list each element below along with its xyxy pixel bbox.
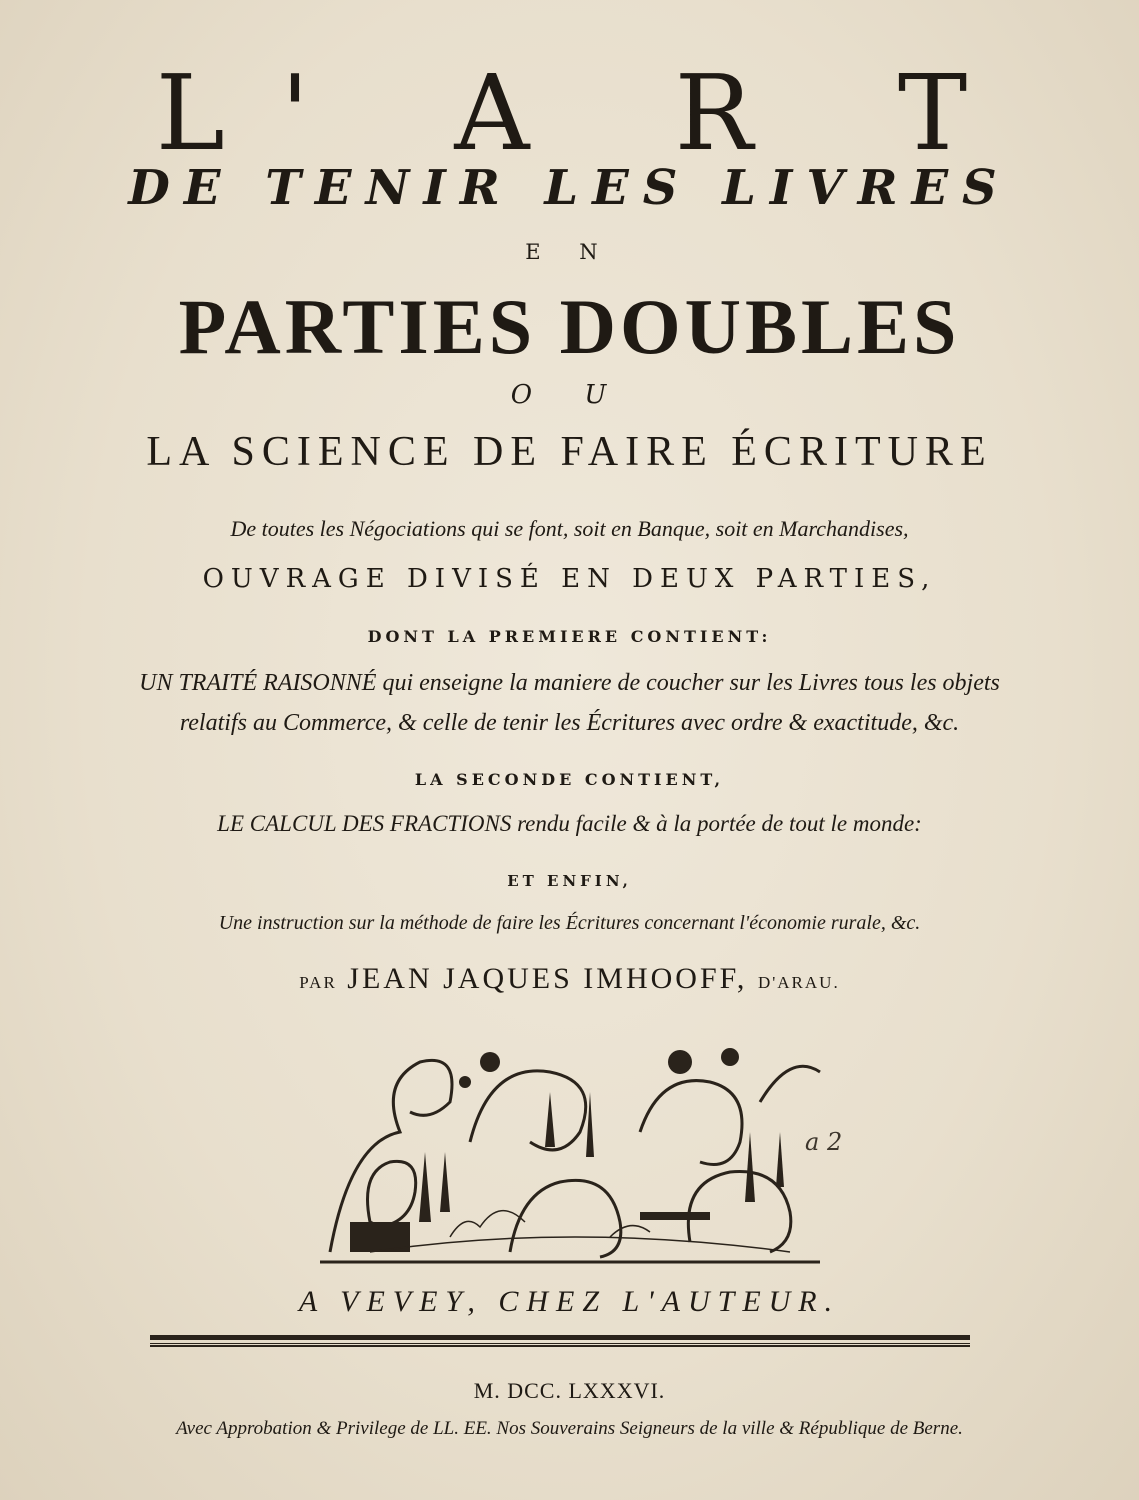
ornament-vignette-icon (310, 1022, 830, 1272)
author-name: JEAN JAQUES IMHOOFF, (347, 962, 748, 995)
subtitle-ouvrage: OUVRAGE DIVISÉ EN DEUX PARTIES, (202, 564, 937, 594)
title-en: E N (525, 240, 614, 264)
heading-premiere: DONT LA PREMIERE CONTIENT: (367, 627, 772, 646)
title-ou: O U (510, 380, 629, 410)
title-l-art: L' A R T (155, 52, 1024, 174)
traite-line-2: relatifs au Commerce, & celle de tenir les Écritures avec ordre & exactitude, &c. (179, 710, 960, 736)
divider-rule (150, 1335, 970, 1347)
approbation-line: Avec Approbation & Privilege de LL. EE. Nos Souverains Seigneurs de la ville & République de Berne. (176, 1418, 963, 1439)
title-la-science: LA SCIENCE DE FAIRE ÉCRITURE (146, 429, 993, 475)
author-par: PAR (299, 973, 337, 992)
heading-seconde: LA SECONDE CONTIENT, (414, 770, 725, 789)
title-parties-doubles: PARTIES DOUBLES (178, 283, 961, 370)
imprint: A VEVEY, CHEZ L'AUTEUR. (298, 1285, 841, 1318)
instruction-line: Une instruction sur la méthode de faire les Écritures concernant l'économie rurale, &c. (218, 912, 921, 934)
traite-line-1: UN TRAITÉ RAISONNÉ qui enseigne la maniere de coucher sur les Livres tous les objets (139, 670, 1000, 696)
author-origin: D'ARAU. (757, 973, 840, 992)
author-line (0, 962, 1139, 996)
subtitle-negociations: De toutes les Négociations qui se font, soit en Banque, soit en Marchandises, (230, 516, 909, 541)
calcul-line: LE CALCUL DES FRACTIONS rendu facile & à la portée de tout le monde: (217, 811, 922, 836)
publication-year: M. DCC. LXXXVI. (473, 1378, 666, 1403)
title-de-tenir: DE TENIR LES LIVRES (128, 160, 1011, 216)
handwritten-note: a 2 (805, 1128, 843, 1156)
heading-enfin: ET ENFIN, (507, 872, 632, 890)
